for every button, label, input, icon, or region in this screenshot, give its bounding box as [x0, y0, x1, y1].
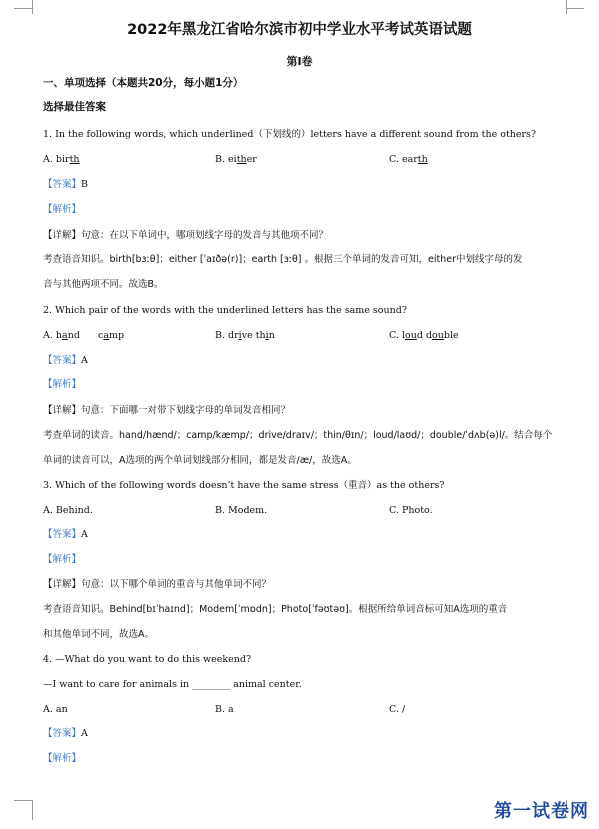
subsection-heading: 选择最佳答案 — [43, 101, 106, 113]
option-b: B. a — [215, 704, 234, 715]
analysis-label: 【解析】 — [43, 379, 82, 390]
detail-line: 考查单词的读音。hand/hænd/；camp/kæmp/；drive/draɪv/；thin/θɪn/；loud/laʊd/；double/ˈdʌb(ə)l/。结合每个 — [43, 430, 553, 441]
option-b: B. either — [215, 154, 257, 165]
crop-mark-tl-v — [32, 0, 33, 14]
detail-line: 单词的读音可以，A选项的两个单词划线部分相同，都是发音/æ/，故选A。 — [43, 455, 357, 466]
volume-heading: 第I卷 — [286, 55, 313, 68]
question-stem: 3. Which of the following words doesn’t have the same stress（重音）as the others? — [43, 480, 445, 491]
option-row — [43, 153, 563, 166]
analysis-label: 【解析】 — [43, 554, 82, 565]
option-c: C. Photo. — [389, 505, 433, 516]
option-row — [43, 703, 563, 716]
detail-line: 考查语音知识。birth[bɜːθ]；either [ˈaɪðə(r)]；earth [ɜːθ] 。根据三个单词的发音可知，either中划线字母的发 — [43, 254, 523, 265]
site-watermark: 第一试卷网 — [494, 801, 589, 822]
detail-line: 【详解】句意：下面哪一对带下划线字母的单词发音相同？ — [43, 405, 291, 416]
answer-line: 【答案】A — [43, 728, 88, 739]
document-title: 2022年黑龙江省哈尔滨市初中学业水平考试英语试题 — [127, 22, 472, 38]
question-stem: 1. In the following words, which underlined（下划线的）letters have a different sound from the others? — [43, 129, 537, 140]
crop-mark-bl-h — [14, 800, 32, 801]
question-stem: 2. Which pair of the words with the underlined letters has the same sound? — [43, 305, 407, 316]
option-b: B. drive thin — [215, 330, 275, 341]
crop-mark-tr-h — [566, 8, 584, 9]
option-a: A. Behind. — [43, 505, 93, 516]
crop-mark-tl-h — [14, 8, 32, 9]
crop-mark-bl-v — [32, 800, 33, 820]
option-c: C. / — [389, 704, 406, 715]
option-row — [43, 329, 563, 342]
option-a: A. hand camp — [43, 330, 125, 341]
option-c: C. earth — [389, 154, 428, 165]
answer-line: 【答案】A — [43, 355, 88, 366]
question-stem-reply: —I want to care for animals in ________ animal center. — [43, 679, 302, 690]
option-c: C. loud double — [389, 330, 459, 341]
answer-line: 【答案】A — [43, 529, 88, 540]
analysis-label: 【解析】 — [43, 753, 82, 764]
option-row — [43, 504, 563, 517]
detail-line: 音与其他两项不同。故选B。 — [43, 279, 164, 290]
option-b: B. Modem. — [215, 505, 268, 516]
detail-line: 和其他单词不同，故选A。 — [43, 629, 154, 640]
option-a: A. birth — [43, 154, 80, 165]
detail-line: 考查语音知识。Behind[bɪˈhaɪnd]；Modem[ˈmɒdn]；Photo[ˈfəʊtəʊ]。根据所给单词音标可知A选项的重音 — [43, 604, 508, 615]
question-stem: 4. —What do you want to do this weekend? — [43, 654, 252, 665]
detail-line: 【详解】句意：在以下单词中，哪项划线字母的发音与其他项不同？ — [43, 230, 329, 241]
option-a: A. an — [43, 704, 68, 715]
answer-line: 【答案】B — [43, 179, 88, 190]
section-heading: 一、单项选择（本题共20分，每小题1分） — [43, 77, 244, 89]
detail-line: 【详解】句意：以下哪个单词的重音与其他单词不同？ — [43, 579, 272, 590]
crop-mark-tr-v — [566, 0, 567, 14]
analysis-label: 【解析】 — [43, 204, 82, 215]
